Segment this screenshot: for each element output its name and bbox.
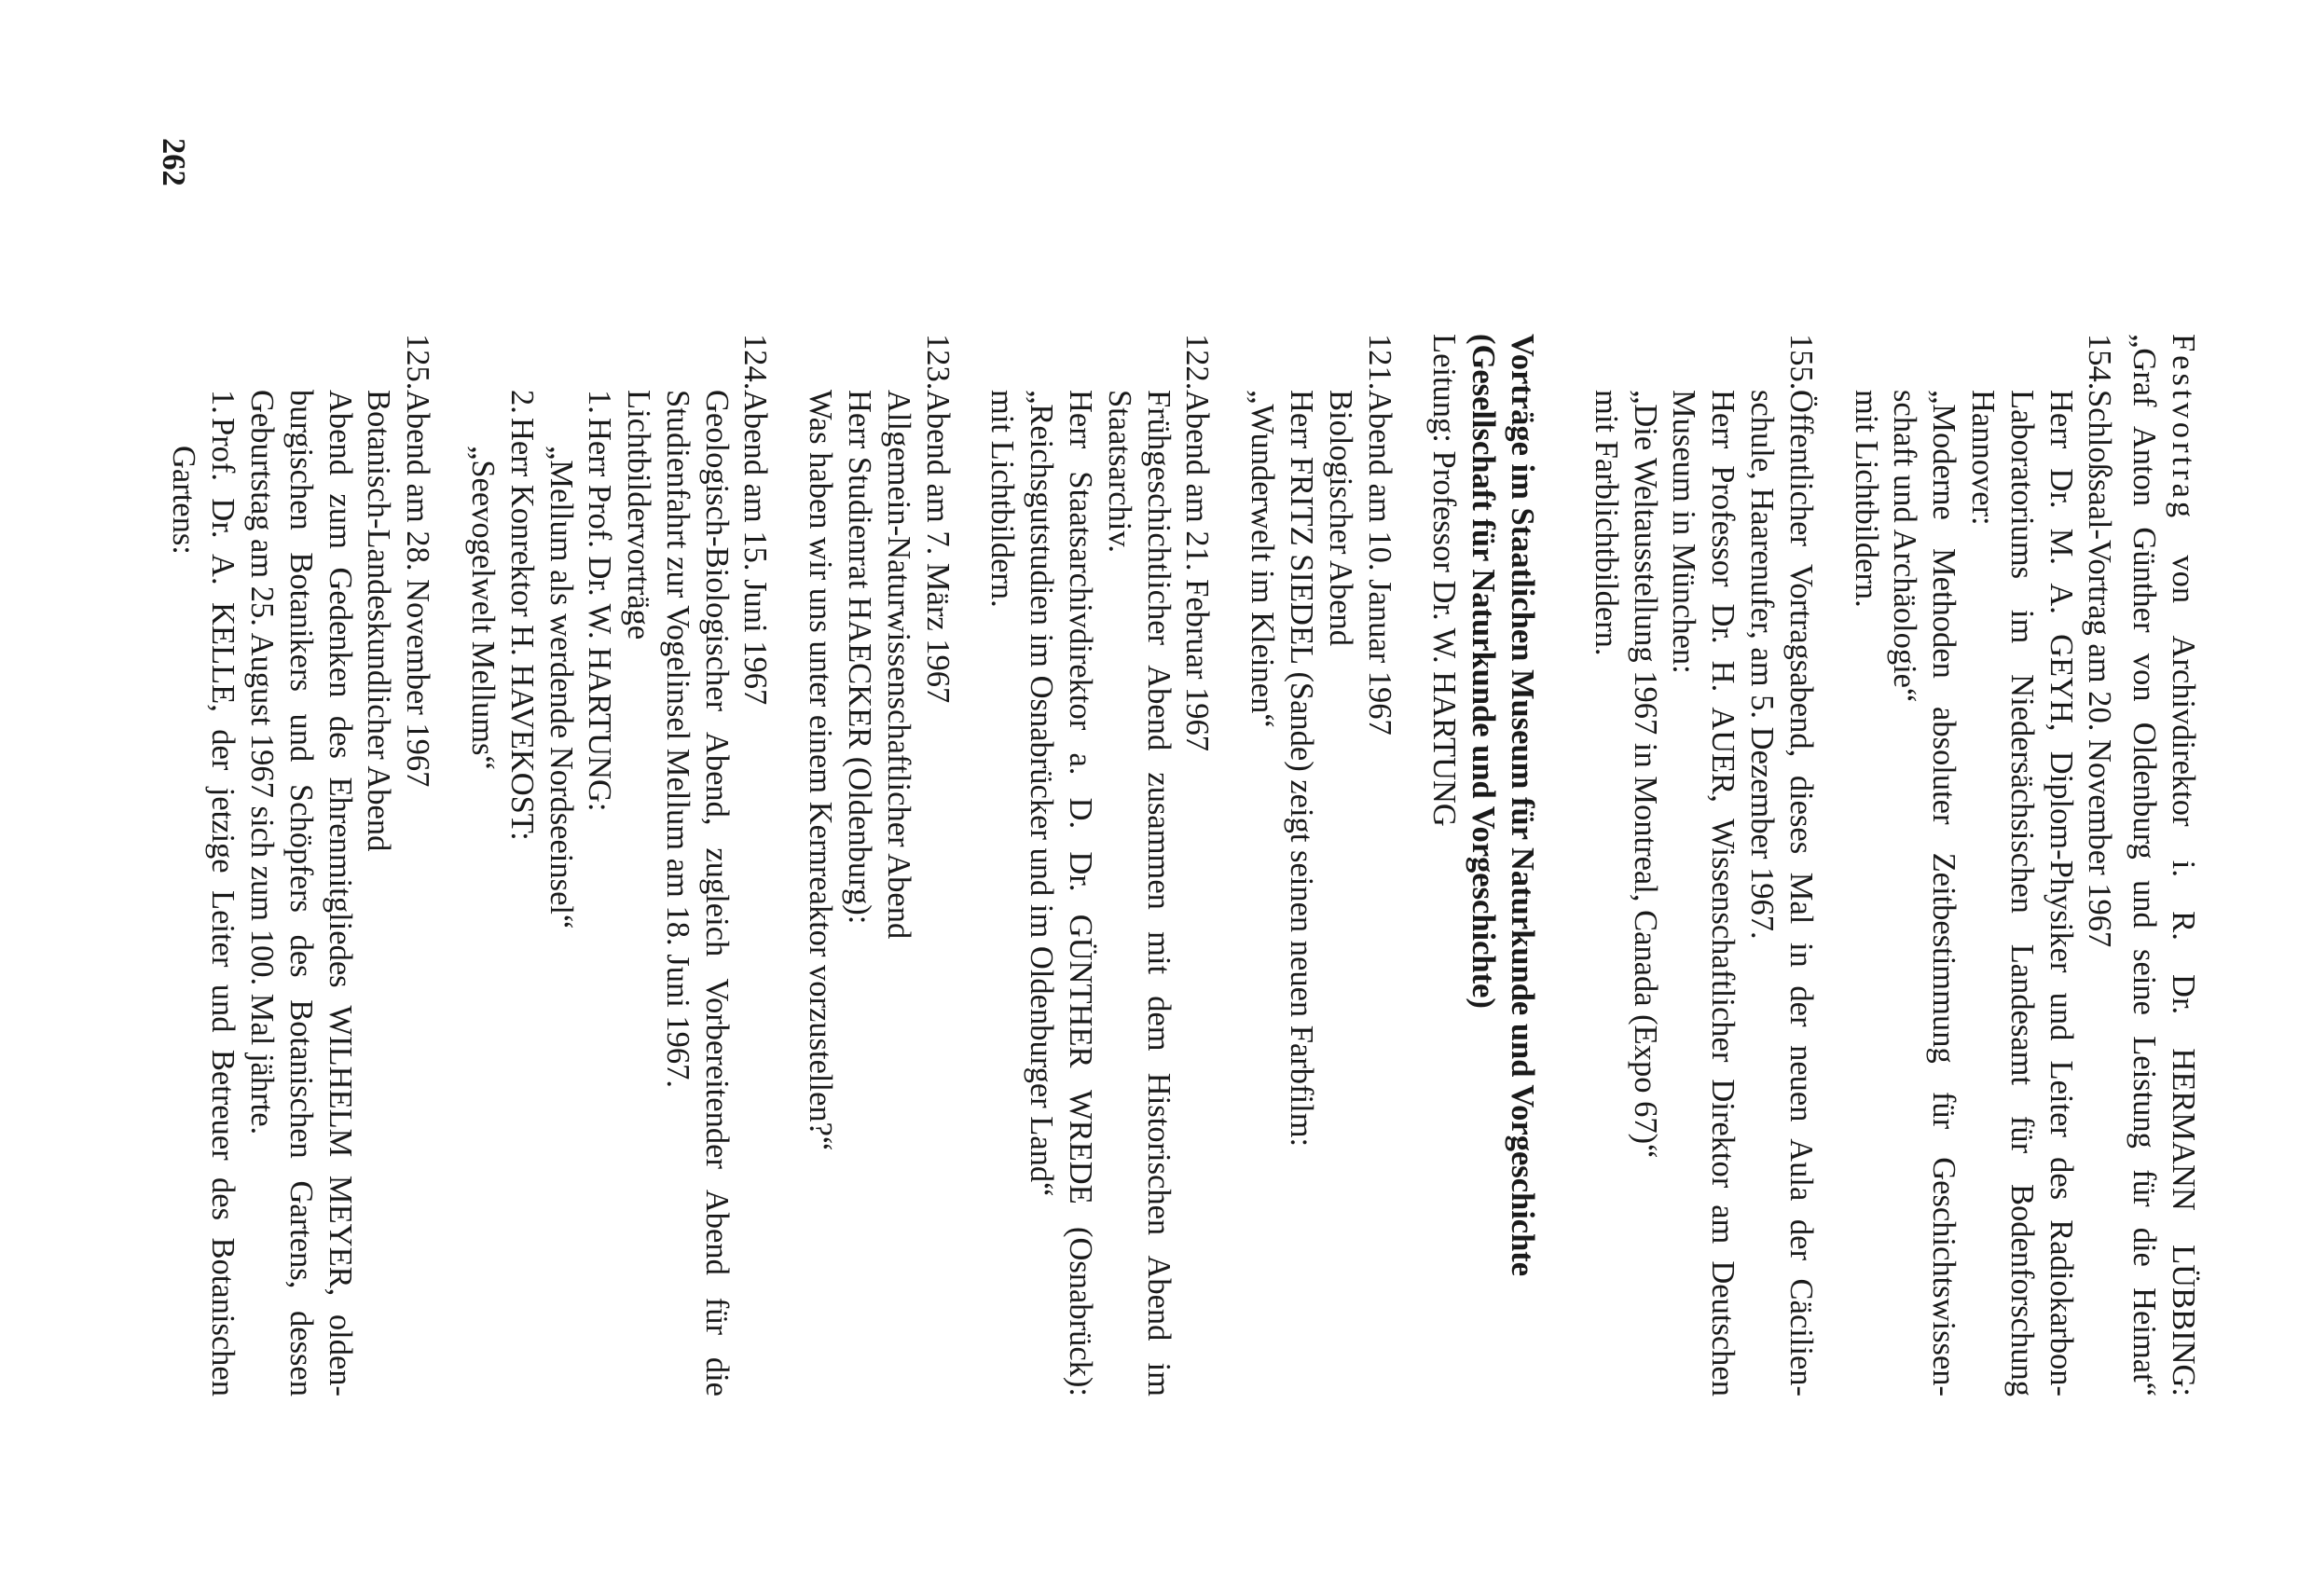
entry-line: Abend am 15. Juni 1967 <box>737 390 774 706</box>
entry-155 <box>1586 334 1820 1396</box>
sub-item-number: 1. <box>582 390 618 414</box>
entry-number: 123. <box>919 334 956 391</box>
entry-line: Abend am 28. November 1967 <box>400 390 436 788</box>
entry-line: Herr Professor Dr. H. AUER, Wissenschaftlicher Direktor am Deutschen <box>1705 390 1741 1396</box>
entry-line: Öffentlicher Vortragsabend, dieses Mal in der neuen Aula der Cäcilien- <box>1782 390 1819 1396</box>
page-content <box>164 334 2202 1396</box>
sub-item-number: 1. <box>205 390 241 414</box>
entry-number: 124. <box>737 334 774 391</box>
entry-line: Laboratoriums im Niedersächsischen Landesamt für Bodenforschung <box>2003 390 2040 1396</box>
entry-line: Geologisch-Biologischer Abend, zugleich Vorbereitender Abend für die <box>698 390 735 1396</box>
entry-line: Frühgeschichtlicher Abend zusammen mit dem Historischen Abend im <box>1140 390 1177 1396</box>
entry-line: Botanisch-Landeskundlicher Abend <box>361 390 397 852</box>
section-leitung: Leitung: Professor Dr. W. HARTUNG <box>1426 334 1463 827</box>
page-number: 262 <box>156 138 191 186</box>
entry-line: Was haben wir uns unter einem Kernreaktor vorzustellen?“ <box>803 390 839 1151</box>
sub-item <box>202 390 241 1396</box>
entry-line: Lichtbildervorträge <box>621 390 657 640</box>
entry-line: Studienfahrt zur Vogelinsel Mellum am 18. Juni 1967. <box>659 390 695 1089</box>
entry-line: mit Lichtbildern. <box>984 390 1021 608</box>
sub-item <box>502 390 541 1396</box>
entry-number: 121. <box>1361 334 1397 391</box>
entry-number: 125. <box>400 334 436 391</box>
entry-line: Abend am 21. Februar 1967 <box>1179 390 1216 752</box>
sub-item-number: 2. <box>503 390 540 414</box>
entry-line: Staatsarchiv. <box>1101 390 1137 553</box>
entry-line: „Wunderwelt im Kleinen“ <box>1245 390 1281 728</box>
entry-line: Geburtstag am 25. August 1967 sich zum 100. Mal jährte. <box>243 390 280 1135</box>
entry-line: Abend zum Gedenken des Ehrenmitgliedes WILHELM MEYER, olden- <box>322 390 358 1396</box>
entry-line: Herr Staatsarchivdirektor a. D. Dr. GÜNTHER WREDE (Osnabrück): <box>1063 390 1099 1396</box>
sub-item-wrap: Gartens: <box>166 446 202 555</box>
sub-item-speaker: Herr Prof. Dr. W. HARTUNG: <box>582 418 618 812</box>
entry-number: 154. <box>2082 334 2118 391</box>
entry-line: mit Farblichtbildern. <box>1588 390 1624 656</box>
entry-line: schaft und Archäologie“ <box>1887 390 1923 703</box>
sub-item-title: „Mellum als werdende Nordseeinsel“ <box>543 446 579 929</box>
section-heading <box>1424 334 1541 1396</box>
entry-line: Museum in München: <box>1666 390 1702 674</box>
entry-line: „Moderne Methoden absoluter Zeitbestimmung für Geschichtswissen- <box>1926 390 1962 1396</box>
entry-121 <box>1242 334 1397 1396</box>
section-subtitle: (Gesellschaft für Naturkunde und Vorgeschichte) <box>1466 334 1502 1009</box>
entry-line: Herr Studienrat HAECKER (Oldenburg): <box>842 390 878 925</box>
entry-line: Abend am 10. Januar 1967 <box>1361 390 1397 736</box>
festvortrag-line-1 <box>2163 334 2202 1396</box>
section-title: Vorträge im Staatlichen Museum für Naturkunde und Vorgeschichte <box>1505 334 1541 1277</box>
entry-124 <box>462 334 774 1396</box>
entry-line: Hannover: <box>1965 390 2002 526</box>
entry-line: Biologischer Abend <box>1322 390 1358 647</box>
entry-123 <box>801 334 956 1396</box>
entry-line: Allgemein-Naturwissenschaftlicher Abend <box>880 390 916 940</box>
entry-line: mit Lichtbildern. <box>1848 390 1884 608</box>
festvortrag <box>2124 334 2202 1396</box>
sub-item-speaker: Herr Konrektor H. HAVEKOST: <box>503 418 540 841</box>
entry-line: „Reichsgutstudien im Osnabrücker und im Oldenburger Land“ <box>1024 390 1060 1197</box>
entry-line: burgischen Botanikers und Schöpfers des Botanischen Gartens, dessen <box>282 390 319 1396</box>
festvortrag-label: Festvortrag <box>2166 334 2201 522</box>
entry-122 <box>983 334 1217 1396</box>
entry-line: „Die Weltausstellung 1967 in Montreal, Canada (Expo 67)“ <box>1627 390 1663 1159</box>
festvortrag-speaker: von Archivdirektor i. R. Dr. HERMANN LÜBBING: <box>2166 555 2201 1397</box>
entry-154 <box>1846 334 2119 1396</box>
entry-line: schule, Haarenufer, am 5. Dezember 1967. <box>1744 390 1781 940</box>
sub-item-speaker: Prof. Dr. A. KELLE, der jetzige Leiter und Betreuer des Botanischen <box>205 418 241 1396</box>
festvortrag-title: „Graf Anton Günther von Oldenburg und seine Leistung für die Heimat“ <box>2126 334 2163 1396</box>
entry-125 <box>164 334 437 1396</box>
sub-item-title: „Seevogelwelt Mellums“ <box>464 446 501 770</box>
entry-line: Schloßsaal-Vortrag am 20. November 1967 <box>2082 390 2118 948</box>
entry-line: Herr Dr. M. A. GEYH, Diplom-Physiker und Leiter des Radiokarbon- <box>2043 390 2079 1396</box>
entry-line: Herr FRITZ SIEDEL (Sande) zeigt seinen neuen Farbfilm: <box>1284 390 1320 1148</box>
entry-number: 122. <box>1179 334 1216 391</box>
entry-number: 155. <box>1782 334 1819 391</box>
entry-line: Abend am 7. März 1967 <box>919 390 956 704</box>
sub-item <box>580 390 619 1396</box>
